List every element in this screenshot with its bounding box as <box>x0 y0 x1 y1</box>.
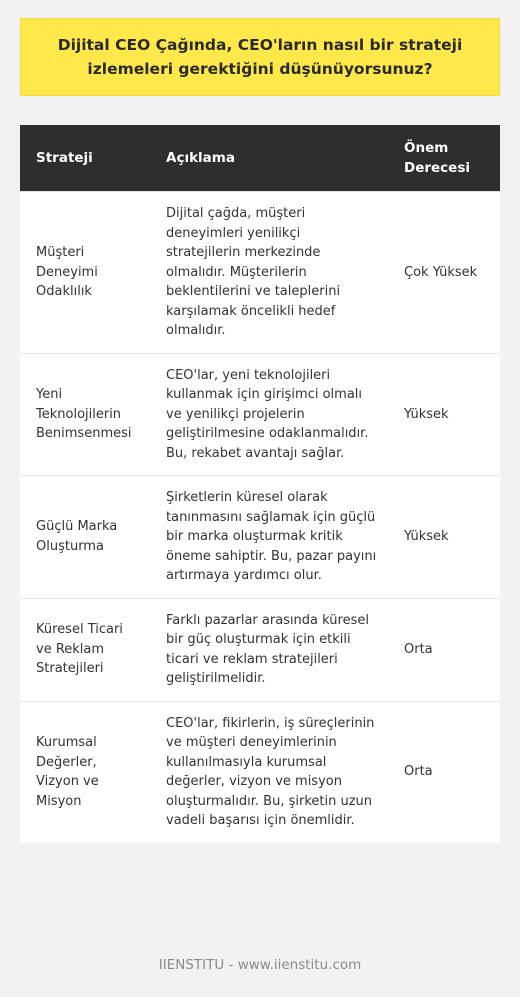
table-row <box>20 476 500 599</box>
header-strategy: Strateji <box>20 125 150 192</box>
description-cell: CEO'lar, fikirlerin, iş süreçlerinin ve müşteri deneyimlerinin kullanılmasıyla kurumsal değerler, vizyon ve misyon oluşturmalıdır. Bu, şirketin uzun vadeli başarısı için önemlidir. <box>150 701 388 843</box>
header-importance: Önem Derecesi <box>388 125 500 192</box>
strategy-cell: Müşteri Deneyimi Odaklılık <box>20 192 150 354</box>
importance-cell: Çok Yüksek <box>388 192 500 354</box>
table-row <box>20 701 500 843</box>
strategy-cell: Küresel Ticari ve Reklam Stratejileri <box>20 598 150 701</box>
description-cell: CEO'lar, yeni teknolojileri kullanmak için girişimci olmalı ve yenilikçi projelerin geliştirilmesine odaklanmalıdır. Bu, rekabet avantajı sağlar. <box>150 353 388 476</box>
header-description: Açıklama <box>150 125 388 192</box>
strategy-table <box>20 125 500 843</box>
importance-cell: Orta <box>388 598 500 701</box>
table-row <box>20 353 500 476</box>
footer-credit: IIENSTITU - www.iienstitu.com <box>158 957 362 973</box>
page-title: Dijital CEO Çağında, CEO'ların nasıl bir strateji izlemeleri gerektiğini düşünüyorsunuz? <box>57 36 463 78</box>
description-cell: Farklı pazarlar arasında küresel bir güç oluşturmak için etkili ticari ve reklam stratejileri geliştirilmelidir. <box>150 598 388 701</box>
strategy-cell: Yeni Teknolojilerin Benimsenmesi <box>20 353 150 476</box>
importance-cell: Yüksek <box>388 476 500 599</box>
strategy-cell: Kurumsal Değerler, Vizyon ve Misyon <box>20 701 150 843</box>
table-header-row <box>20 125 500 192</box>
table-row <box>20 598 500 701</box>
importance-cell: Orta <box>388 701 500 843</box>
strategy-cell: Güçlü Marka Oluşturma <box>20 476 150 599</box>
description-cell: Şirketlerin küresel olarak tanınmasını sağlamak için güçlü bir marka oluşturmak kritik öneme sahiptir. Bu, pazar payını artırmaya yardımcı olur. <box>150 476 388 599</box>
table-row <box>20 192 500 354</box>
page-title-banner <box>20 18 500 96</box>
description-cell: Dijital çağda, müşteri deneyimleri yenilikçi stratejilerin merkezinde olmalıdır. Müşterilerin beklentilerini ve taleplerini karşılamak öncelikli hedef olmalıdır. <box>150 192 388 354</box>
importance-cell: Yüksek <box>388 353 500 476</box>
